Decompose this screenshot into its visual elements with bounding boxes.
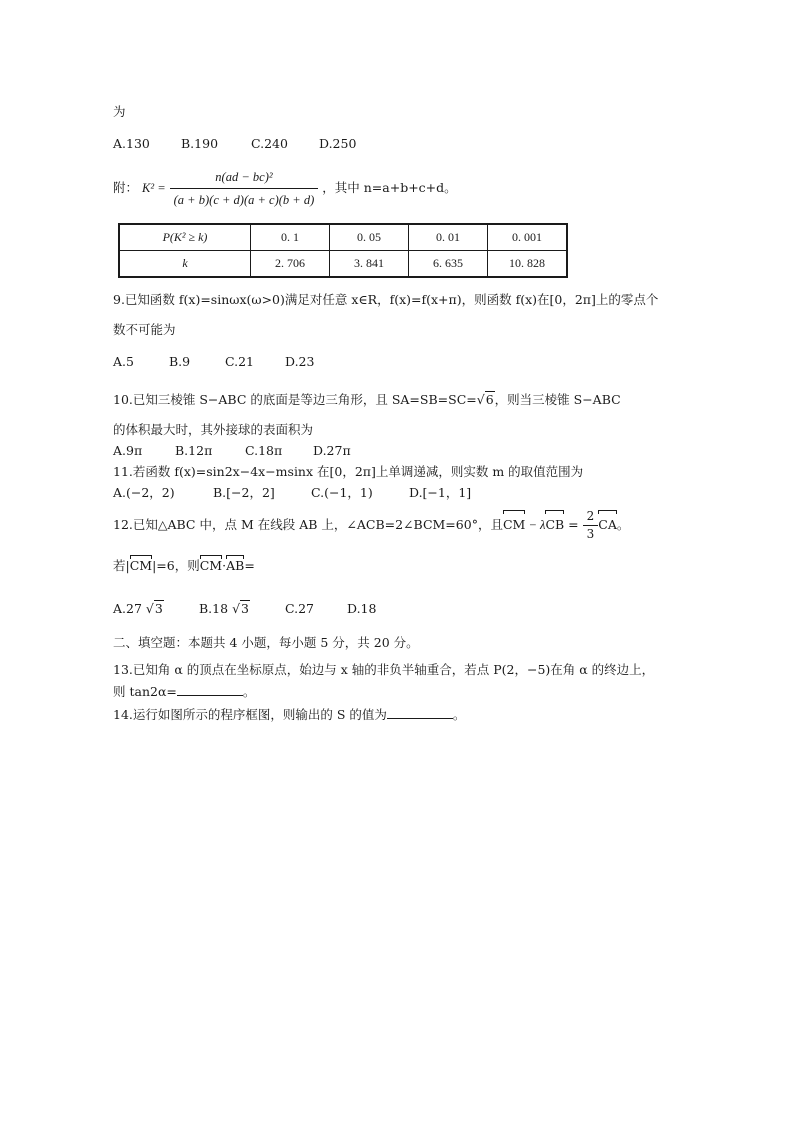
table-cell: 2. 706 — [251, 251, 330, 278]
k2-formula — [113, 168, 457, 209]
vector-ca: CA — [598, 513, 617, 537]
q8-tail: 为 — [113, 104, 126, 119]
vector-cm: CM — [503, 513, 525, 537]
table-cell: 3. 841 — [330, 251, 409, 278]
formula-prefix: 附： — [113, 180, 139, 195]
option-d: D.27π — [313, 443, 351, 458]
table-cell: 0. 1 — [251, 224, 330, 251]
q12-text-e: = — [244, 558, 255, 573]
k2-critical-table — [118, 223, 568, 278]
q12-line2 — [113, 558, 255, 574]
q10-text-a: 10.已知三棱锥 S−ABC 的底面是等边三角形，且 SA=SB=SC= — [113, 392, 477, 407]
vector-cb: CB — [545, 513, 564, 537]
option-a: A.9π — [113, 443, 143, 458]
q12-line1 — [113, 510, 629, 541]
option-c: C.21 — [225, 354, 254, 369]
q12-text-a: 12.已知△ABC 中，点 M 在线段 AB 上，∠ACB=2∠BCM=60°，且 — [113, 517, 503, 532]
table-cell: 6. 635 — [409, 251, 488, 278]
q9-line2: 数不可能为 — [113, 322, 176, 337]
q13-text-a: 则 tan2α= — [113, 684, 177, 699]
table-row — [119, 224, 567, 251]
formula-denominator: (a + b)(c + d)(a + c)(b + d) — [173, 193, 315, 207]
option-a: A.(−2，2) — [113, 485, 175, 500]
q10-text-b: ，则当三棱锥 S−ABC — [494, 392, 621, 407]
option-c: C.18π — [245, 443, 283, 458]
q12-options — [113, 600, 376, 617]
option-b: B.[−2，2] — [213, 485, 275, 500]
q14-text-a: 14.运行如图所示的程序框图，则输出的 S 的值为 — [113, 707, 387, 722]
dot-sign: · — [222, 558, 227, 573]
option-d: D.18 — [347, 601, 377, 616]
q11-options — [113, 485, 471, 501]
option-b: B.9 — [169, 354, 191, 369]
table-cell: 0. 05 — [330, 224, 409, 251]
option-b: B.190 — [181, 136, 219, 151]
q14-text-b: 。 — [452, 707, 466, 722]
answer-blank — [177, 683, 243, 696]
q10-options — [113, 443, 351, 459]
table-header-p: P(K² ≥ k) — [119, 224, 251, 251]
answer-blank — [387, 706, 453, 719]
option-c: C.(−1，1) — [311, 485, 373, 500]
fraction-num: 2 — [583, 510, 599, 526]
table-cell: 0. 01 — [409, 224, 488, 251]
table-header-k: k — [119, 251, 251, 278]
formula-suffix: ，其中 n=a+b+c+d。 — [322, 180, 457, 195]
formula-numerator: n(ad − bc)² — [170, 168, 319, 189]
q14-line1 — [113, 706, 465, 723]
option-a: A.5 — [113, 354, 134, 369]
option-c: C.27 — [285, 601, 314, 616]
q12-text-d: |=6，则 — [152, 558, 200, 573]
q10-line1 — [113, 392, 621, 408]
q13-line2 — [113, 683, 255, 700]
q11-line1: 11.若函数 f(x)=sin2x−4x−msinx 在[0，2π]上单调递减，则实数 m 的取值范围为 — [113, 464, 584, 479]
sqrt-radicand: 6 — [485, 392, 494, 407]
option-b: B.12π — [175, 443, 213, 458]
q12-text-c: 若| — [113, 558, 130, 573]
q13-line1: 13.已知角 α 的顶点在坐标原点，始边与 x 轴的非负半轴重合，若点 P(2，−5)在角 α 的终边上， — [113, 662, 655, 677]
fraction-den: 3 — [586, 527, 595, 541]
formula-fraction — [170, 168, 319, 209]
option-d: D.250 — [319, 136, 357, 151]
option-d: D.[−1，1] — [409, 485, 472, 500]
table-row — [119, 251, 567, 278]
option-a: A.27 √3 — [113, 601, 163, 616]
option-a: A.130 — [113, 136, 150, 151]
table-cell: 0. 001 — [488, 224, 568, 251]
vector-ab: AB — [226, 558, 245, 573]
vector-cm-2: CM — [129, 558, 153, 573]
q9-options — [113, 354, 314, 370]
q10-line2: 的体积最大时，其外接球的表面积为 — [113, 422, 314, 437]
q13-text-b: 。 — [242, 684, 256, 699]
q8-options — [113, 136, 356, 152]
option-c: C.240 — [251, 136, 288, 151]
option-b: B.18 √3 — [199, 601, 249, 616]
vector-cm-3: CM — [199, 558, 223, 573]
equals-sign: = — [564, 517, 583, 532]
option-d: D.23 — [285, 354, 315, 369]
q12-end: 。 — [616, 517, 630, 532]
table-cell: 10. 828 — [488, 251, 568, 278]
sqrt-6: √6 — [476, 392, 494, 407]
q9-line1: 9.已知函数 f(x)=sinωx(ω>0)满足对任意 x∈R，f(x)=f(x+π)，则函数 f(x)在[0，2π]上的零点个 — [113, 292, 659, 307]
minus-lambda: − λ — [525, 518, 546, 532]
formula-lhs: K² = — [142, 181, 166, 195]
fraction-two-thirds — [583, 510, 599, 541]
section-heading-fill-in: 二、填空题：本题共 4 小题，每小题 5 分，共 20 分。 — [113, 635, 419, 650]
